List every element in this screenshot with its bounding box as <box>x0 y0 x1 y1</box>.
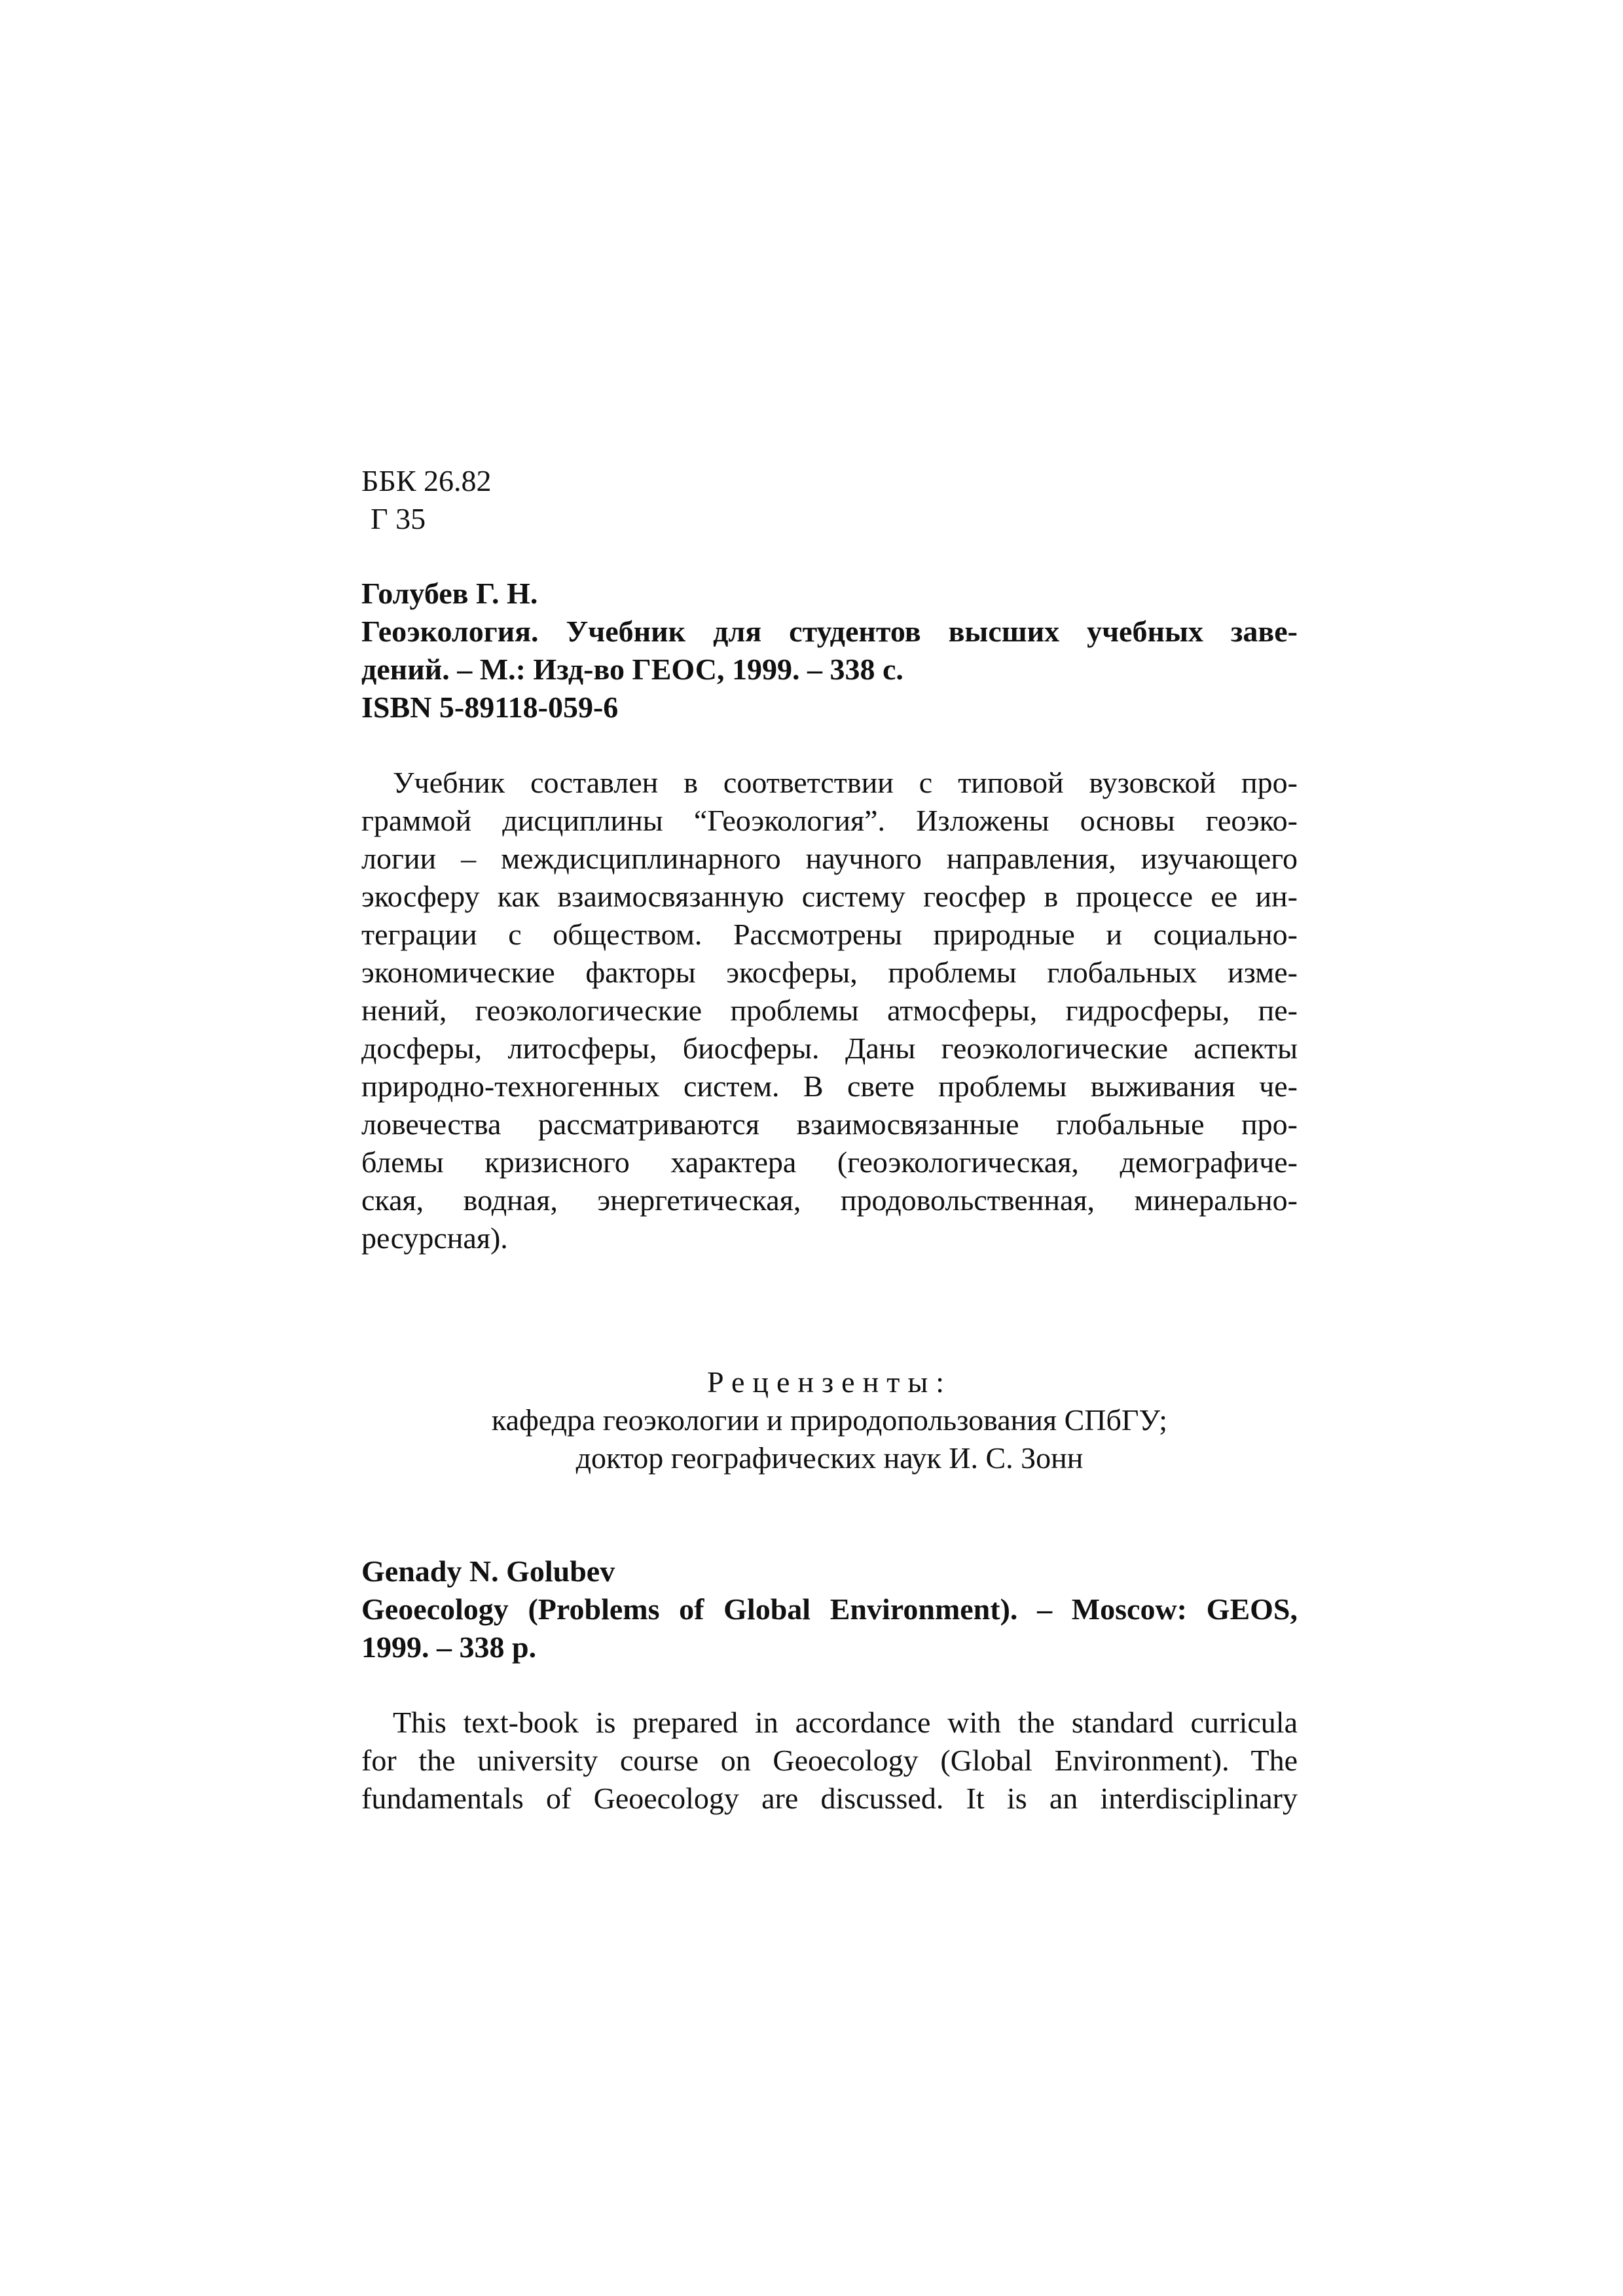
abstract-ru-line: ловечества рассматриваются взаимосвязанные глобальные про- <box>361 1107 1298 1141</box>
bbk-code: ББК 26.82 <box>361 464 492 497</box>
abstract-ru-line: нений, геоэкологические проблемы атмосферы, гидросферы, пе- <box>361 994 1298 1027</box>
abstract-ru-line: природно-техногенных систем. В свете проблемы выживания че- <box>361 1069 1298 1103</box>
abstract-ru-line: логии – междисциплинарного научного направления, изучающего <box>361 842 1298 875</box>
abstract-en-line: for the university course on Geoecology (Global Environment). The <box>361 1744 1298 1777</box>
reviewer-line: кафедра геоэкологии и природопользования СПбГУ; <box>491 1403 1168 1437</box>
abstract-ru-line: теграции с обществом. Рассмотрены природные и социально- <box>361 918 1298 951</box>
title-ru-line: дений. – М.: Изд-во ГЕОС, 1999. – 338 с. <box>361 653 903 686</box>
abstract-ru-line: досферы, литосферы, биосферы. Даны геоэкологические аспекты <box>361 1031 1298 1065</box>
author-ru: Голубев Г. Н. <box>361 577 538 610</box>
abstract-ru-line: граммой дисциплины “Геоэкология”. Изложены основы геоэко- <box>361 804 1298 837</box>
bibliographic-record-ru <box>361 575 1298 726</box>
title-ru-line: Геоэкология. Учебник для студентов высших учебных заве- <box>361 615 1298 648</box>
author-en: Genady N. Golubev <box>361 1554 615 1588</box>
abstract-ru-line: ская, водная, энергетическая, продовольственная, минерально- <box>361 1183 1298 1217</box>
abstract-ru-line: Учебник составлен в соответствии с типовой вузовской про- <box>393 766 1298 799</box>
catalog-codes <box>361 462 1298 538</box>
title-en-line: 1999. – 338 p. <box>361 1630 537 1664</box>
bibliographic-record-en <box>361 1552 1298 1666</box>
abstract-ru <box>361 764 1298 1257</box>
abstract-en-line: fundamentals of Geoecology are discussed. It is an interdisciplinary <box>361 1782 1298 1815</box>
reviewer-line: доктор географических наук И. С. Зонн <box>575 1441 1084 1475</box>
abstract-ru-line: экономические факторы экосферы, проблемы глобальных изме- <box>361 956 1298 989</box>
abstract-ru-line: ресурсная). <box>361 1221 508 1255</box>
author-mark: Г 35 <box>371 502 426 535</box>
reviewers-heading: Рецензенты: <box>706 1365 953 1399</box>
title-en-line: Geoecology (Problems of Global Environment). – Moscow: GEOS, <box>361 1592 1298 1626</box>
abstract-en-line: This text-book is prepared in accordance with the standard curricula <box>393 1706 1298 1739</box>
reviewers <box>361 1363 1298 1477</box>
isbn: ISBN 5-89118-059-6 <box>361 691 619 724</box>
abstract-ru-line: блемы кризисного характера (геоэкологическая, демографиче- <box>361 1145 1298 1179</box>
abstract-en <box>361 1704 1298 1818</box>
abstract-ru-line: экосферу как взаимосвязанную систему геосфер в процессе ее ин- <box>361 880 1298 913</box>
